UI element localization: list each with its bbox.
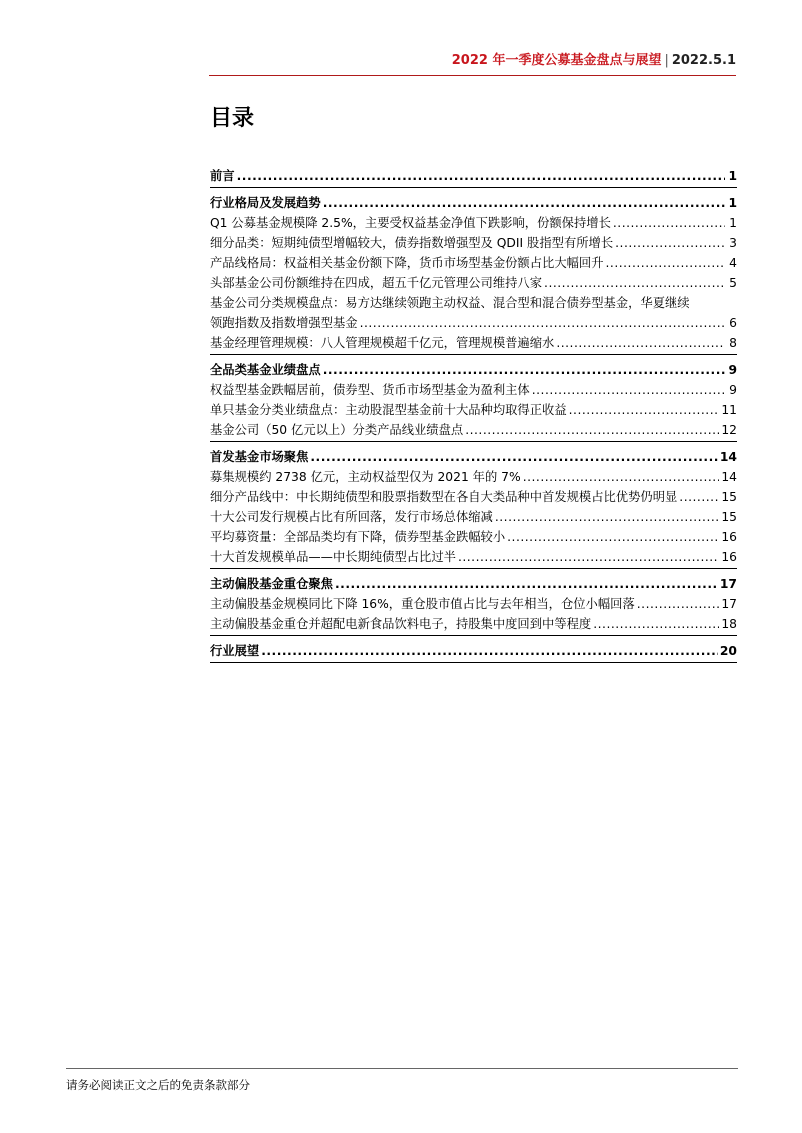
toc-leader-dots — [532, 380, 725, 400]
toc-entry-title: 前言 — [210, 169, 235, 183]
toc-leader-dots — [615, 233, 725, 253]
toc-leader-dots — [458, 547, 719, 567]
toc-chapter-entry[interactable] — [210, 166, 737, 186]
toc-entry-title: 全品类基金业绩盘点 — [210, 363, 321, 377]
footer-divider — [66, 1068, 738, 1069]
toc-subsection-entry[interactable] — [210, 333, 737, 353]
header-separator: | — [664, 53, 669, 68]
toc-leader-dots — [323, 360, 725, 380]
toc-page-number: 15 — [721, 490, 737, 504]
toc-leader-dots — [465, 420, 719, 440]
toc-leader-dots — [335, 574, 718, 594]
toc-subsection-entry[interactable] — [210, 507, 737, 527]
toc-subsection-entry[interactable] — [210, 467, 737, 487]
toc-section — [210, 447, 737, 569]
toc-page-number: 20 — [719, 644, 737, 658]
toc-entry-title: 单只基金分类业绩盘点：主动股混型基金前十大品种均取得正收益 — [210, 403, 567, 417]
toc-page-number: 16 — [721, 550, 737, 564]
toc-entry-title: 细分产品线中：中长期纯债型和股票指数型在各自大类品种中首发规模占比优势仍明显 — [210, 490, 678, 504]
page-title: 目录 — [210, 106, 255, 131]
toc-subsection-entry[interactable] — [210, 614, 737, 634]
toc-entry-title: 主动偏股基金重仓并超配电新食品饮料电子，持股集中度回到中等程度 — [210, 617, 592, 631]
toc-entry-title: 募集规模约 2738 亿元，主动权益型仅为 2021 年的 7% — [210, 470, 521, 484]
toc-leader-dots — [360, 313, 725, 333]
toc-page-number: 1 — [728, 169, 737, 183]
toc-section — [210, 641, 737, 663]
toc-leader-dots — [261, 641, 718, 661]
toc-chapter-entry[interactable] — [210, 193, 737, 213]
toc-page-number: 9 — [728, 363, 737, 377]
toc-subsection-entry[interactable] — [210, 420, 737, 440]
toc-leader-dots — [323, 193, 725, 213]
toc-subsection-entry[interactable] — [210, 313, 737, 333]
toc-chapter-entry[interactable] — [210, 447, 737, 467]
toc-page-number: 18 — [721, 617, 737, 631]
toc-page-number: 11 — [721, 403, 737, 417]
toc-leader-dots — [637, 594, 720, 614]
toc-subsection-entry[interactable] — [210, 527, 737, 547]
toc-entry-title: 领跑指数及指数增强型基金 — [210, 316, 358, 330]
toc-leader-dots — [495, 507, 720, 527]
toc-entry-title: 头部基金公司份额维持在四成，超五千亿元管理公司维持八家 — [210, 276, 543, 290]
toc-subsection-entry[interactable] — [210, 273, 737, 293]
toc-subsection-entry[interactable] — [210, 253, 737, 273]
toc-section — [210, 574, 737, 636]
toc-entry-title: 细分品类：短期纯债型增幅较大，债券指数增强型及 QDII 股指型有所增长 — [210, 236, 614, 250]
toc-subsection-entry[interactable] — [210, 547, 737, 567]
toc-entry-title: 基金公司分类规模盘点：易方达继续领跑主动权益、混合型和混合债券型基金，华夏继续 — [210, 296, 690, 310]
toc-entry-title: 首发基金市场聚焦 — [210, 450, 309, 464]
toc-leader-dots — [613, 213, 725, 233]
toc-page-number: 14 — [721, 470, 737, 484]
toc-leader-dots — [569, 400, 720, 420]
toc-subsection-entry[interactable] — [210, 380, 737, 400]
toc-chapter-entry[interactable] — [210, 360, 737, 380]
toc-section — [210, 193, 737, 355]
toc-entry-title: 行业格局及发展趋势 — [210, 196, 321, 210]
toc-leader-dots — [523, 467, 720, 487]
toc-page-number: 14 — [719, 450, 737, 464]
toc-leader-dots — [237, 166, 725, 186]
toc-subsection-entry[interactable] — [210, 487, 737, 507]
toc-entry-title: 产品线格局：权益相关基金份额下降，货币市场型基金份额占比大幅回升 — [210, 256, 604, 270]
toc-leader-dots — [556, 333, 725, 353]
toc-page-number: 17 — [719, 577, 737, 591]
toc-entry-title: 主动偏股基金重仓聚焦 — [210, 577, 333, 591]
report-title: 2022 年一季度公募基金盘点与展望 — [451, 53, 662, 68]
toc-page-number: 1 — [729, 216, 737, 230]
toc-section — [210, 166, 737, 188]
toc-page-number: 17 — [721, 597, 737, 611]
toc-page-number: 12 — [721, 423, 737, 437]
toc-page-number: 6 — [729, 316, 737, 330]
toc-page-number: 8 — [729, 336, 737, 350]
toc-chapter-entry[interactable] — [210, 574, 737, 594]
toc-page-number: 1 — [728, 196, 737, 210]
toc-entry-title: 基金经理管理规模：八人管理规模超千亿元，管理规模普遍缩水 — [210, 336, 555, 350]
page-header — [209, 52, 736, 76]
toc-entry-title: 平均募资量：全部品类均有下降，债券型基金跌幅较小 — [210, 530, 506, 544]
toc-entry-title: 十大公司发行规模占比有所回落，发行市场总体缩减 — [210, 510, 493, 524]
toc-page-number: 3 — [729, 236, 737, 250]
table-of-contents — [210, 166, 737, 668]
toc-subsection-entry[interactable] — [210, 594, 737, 614]
toc-entry-title: 行业展望 — [210, 644, 260, 658]
toc-page-number: 15 — [721, 510, 737, 524]
toc-page-number: 9 — [729, 383, 737, 397]
toc-subsection-entry[interactable] — [210, 233, 737, 253]
toc-subsection-entry[interactable] — [210, 293, 737, 313]
toc-entry-title: 基金公司（50 亿元以上）分类产品线业绩盘点 — [210, 423, 464, 437]
toc-subsection-entry[interactable] — [210, 213, 737, 233]
toc-page-number: 4 — [729, 256, 737, 270]
toc-leader-dots — [544, 273, 725, 293]
toc-chapter-entry[interactable] — [210, 641, 737, 661]
toc-leader-dots — [507, 527, 719, 547]
toc-page-number: 16 — [721, 530, 737, 544]
toc-entry-title: 主动偏股基金规模同比下降 16%，重仓股市值占比与去年相当，仓位小幅回落 — [210, 597, 635, 611]
toc-leader-dots — [310, 447, 717, 467]
toc-entry-title: 权益型基金跌幅居前，债券型、货币市场型基金为盈利主体 — [210, 383, 530, 397]
report-date: 2022.5.1 — [671, 53, 736, 68]
toc-leader-dots — [593, 614, 719, 634]
toc-entry-title: 十大首发规模单品——中长期纯债型占比过半 — [210, 550, 456, 564]
toc-entry-title: Q1 公募基金规模降 2.5%，主要受权益基金净值下跌影响，份额保持增长 — [210, 216, 611, 230]
disclaimer-footer: 请务必阅读正文之后的免责条款部分 — [66, 1078, 250, 1092]
toc-leader-dots — [679, 487, 719, 507]
toc-section — [210, 360, 737, 442]
toc-page-number: 5 — [729, 276, 737, 290]
toc-leader-dots — [606, 253, 725, 273]
toc-subsection-entry[interactable] — [210, 400, 737, 420]
